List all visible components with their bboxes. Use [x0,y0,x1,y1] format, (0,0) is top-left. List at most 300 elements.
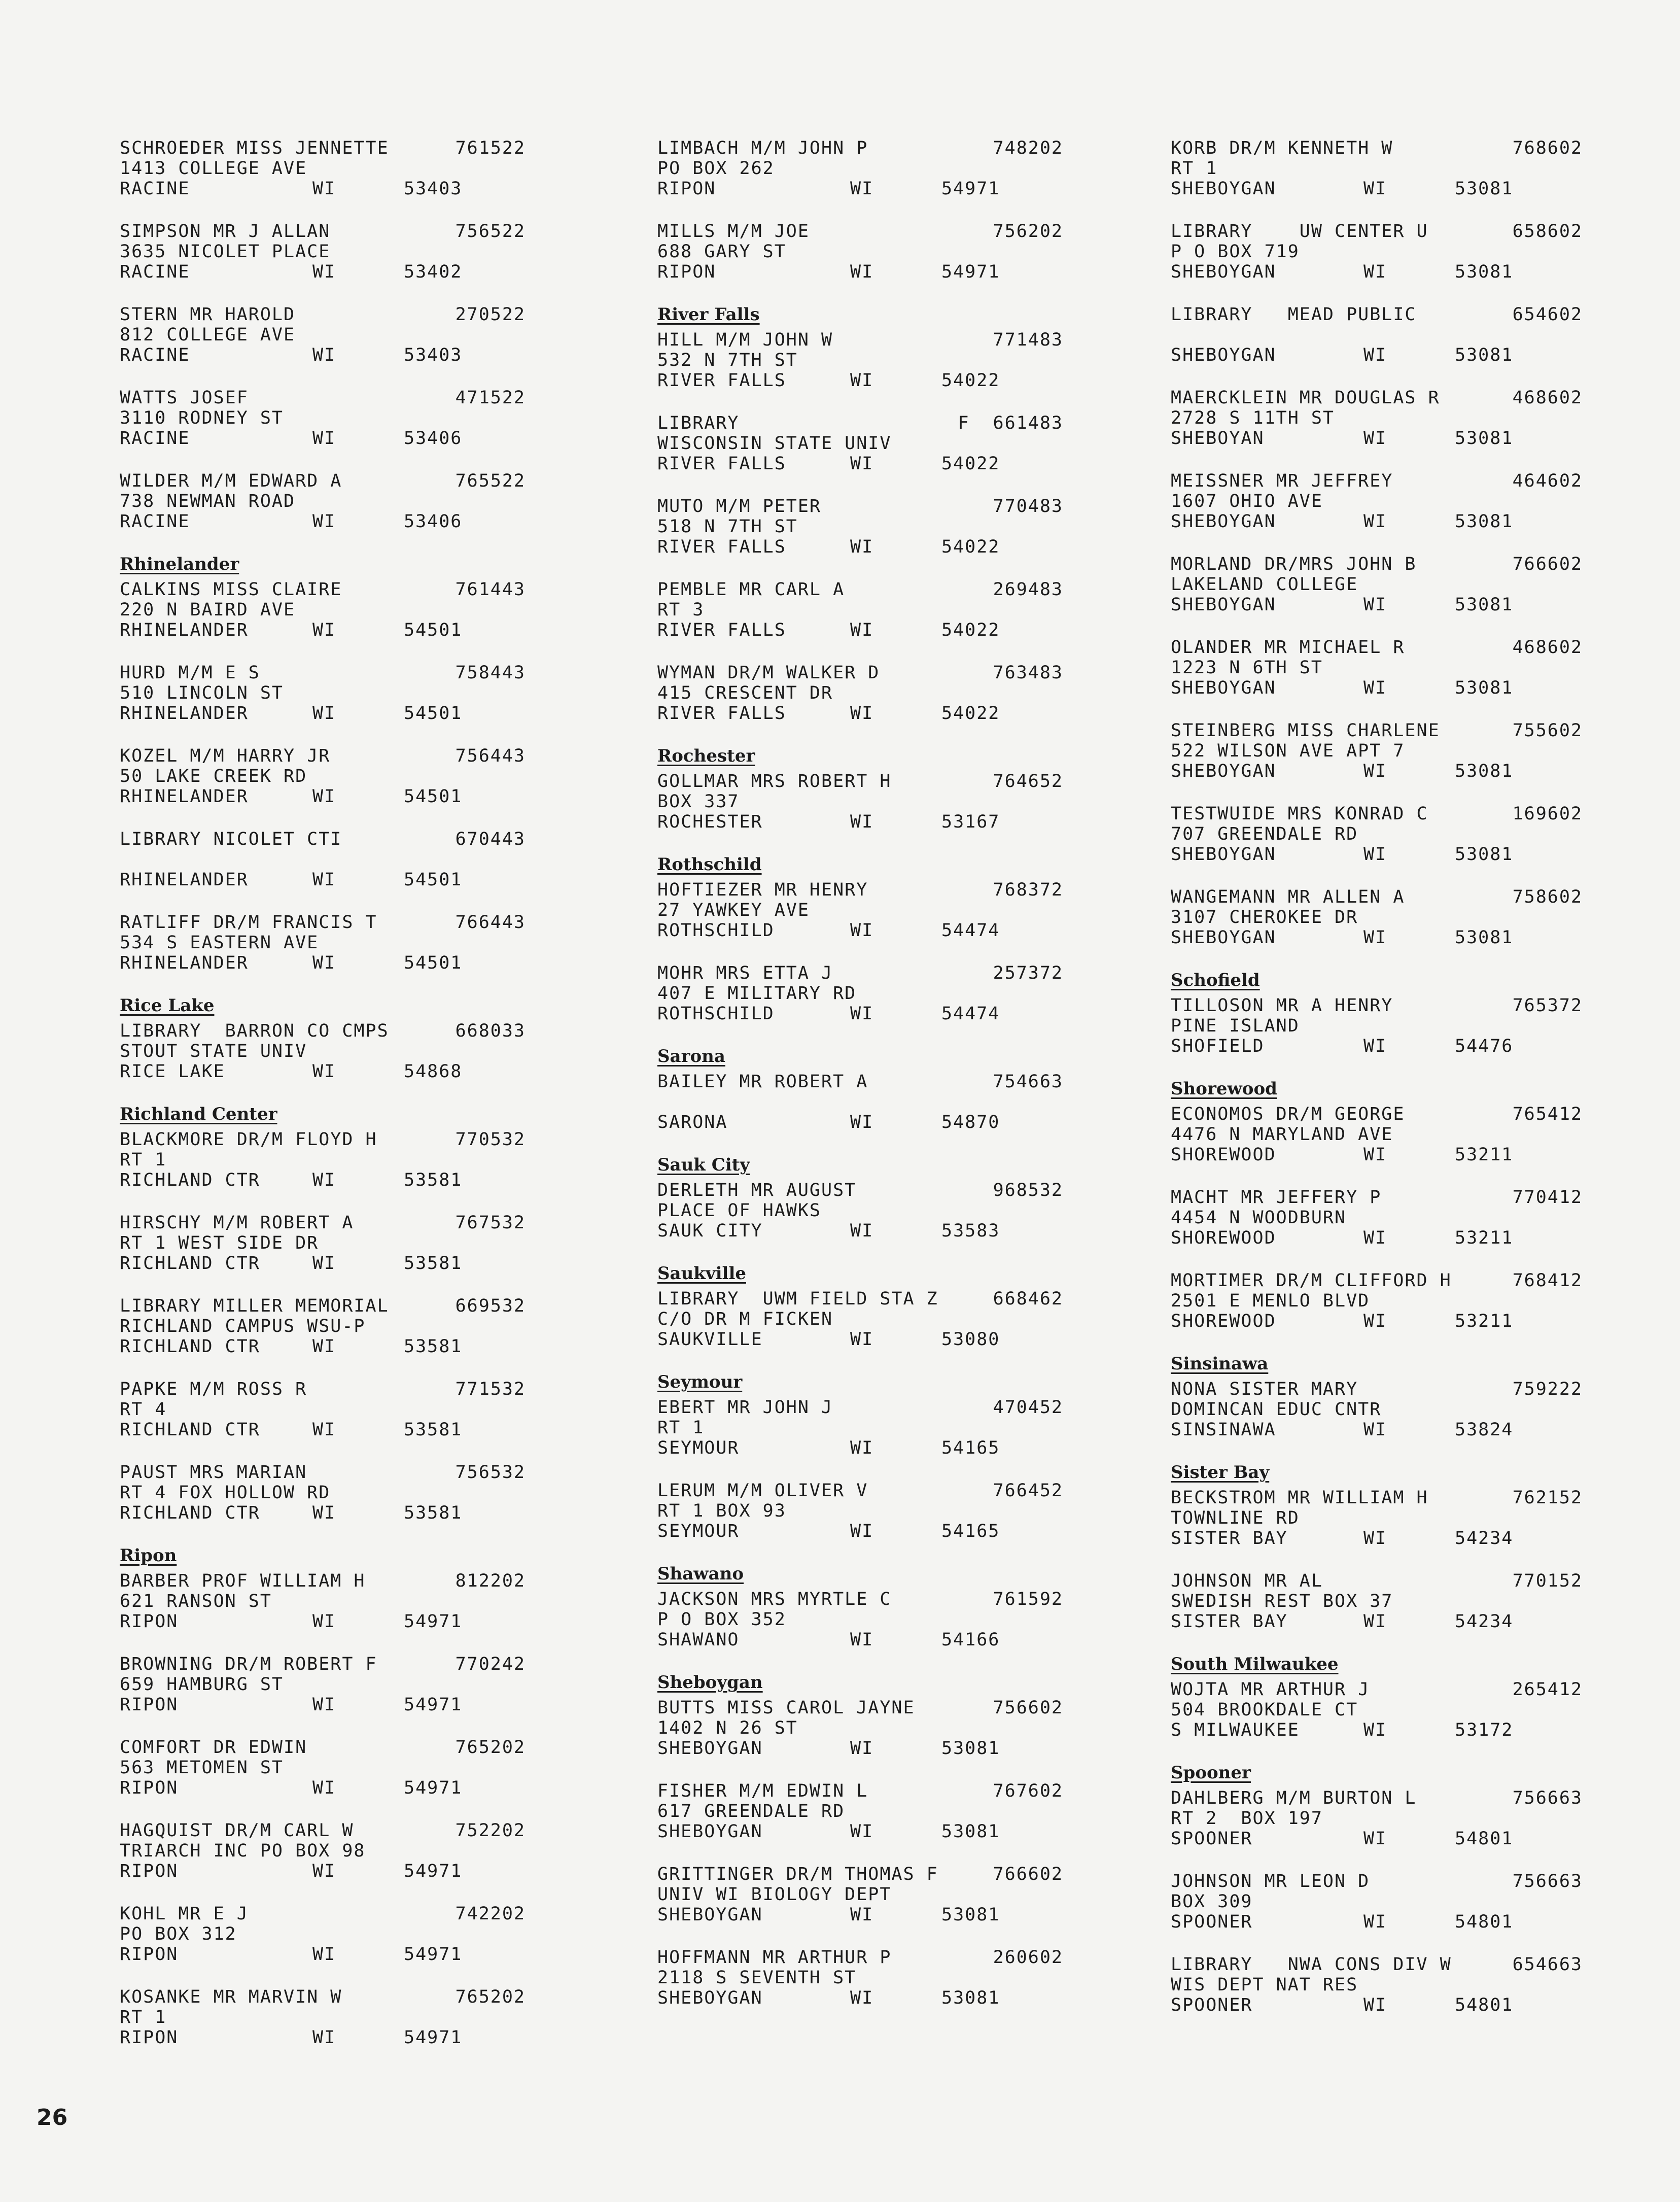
entry-address: 3107 CHEROKEE DR [1171,907,1358,927]
entry-state: WI [850,1329,874,1350]
directory-entry [1171,388,1583,449]
entry-city: SINSINAWA [1171,1420,1276,1440]
entry-zip: 53581 [404,1253,463,1274]
entry-state: WI [850,1821,874,1842]
directory-entry [657,963,1063,1024]
entry-city: RIPON [120,1861,179,1881]
entry-name: LIBRARY NICOLET CTI [120,829,342,849]
entry-state: WI [312,428,336,449]
entry-state: WI [312,953,336,973]
directory-entry [1171,720,1583,781]
entry-city: RICE LAKE [120,1061,225,1082]
entry-zip: 54165 [941,1438,1000,1458]
directory-entry [120,1462,526,1523]
entry-code: 764652 [993,771,1063,792]
directory-entry [657,221,1063,282]
entry-city: RIVER FALLS [657,537,786,557]
entry-name: HOFTIEZER MR HENRY [657,880,868,900]
entry-code: 756602 [993,1698,1063,1718]
entry-address: 532 N 7TH ST [657,350,798,370]
entry-state: WI [1363,428,1387,449]
entry-name: HIRSCHY M/M ROBERT A [120,1213,354,1233]
entry-city: RHINELANDER [120,703,249,724]
directory-entry [120,1296,526,1357]
entry-zip: 54971 [404,1778,463,1798]
entry-zip: 53167 [941,812,1000,832]
entry-name: WOJTA MR ARTHUR J [1171,1679,1370,1700]
entry-code: 265412 [1512,1679,1583,1700]
entry-state: WI [850,1521,874,1541]
entry-zip: 53211 [1455,1311,1514,1331]
entry-name: HILL M/M JOHN W [657,330,833,350]
entry-zip: 53581 [404,1336,463,1357]
entry-zip: 53081 [1455,761,1514,781]
entry-code: 257372 [993,963,1063,983]
entry-city: SHEBOYGAN [1171,345,1276,365]
entry-address: RT 1 [657,1418,705,1438]
entry-name: FISHER M/M EDWIN L [657,1781,868,1801]
city-heading: Sheboygan [657,1672,763,1693]
entry-code: 771532 [455,1379,526,1399]
entry-address: WISCONSIN STATE UNIV [657,433,892,454]
entry-city: RACINE [120,179,190,199]
entry-zip: 54474 [941,920,1000,941]
entry-address: STOUT STATE UNIV [120,1041,307,1061]
entry-state: WI [850,1221,874,1241]
entry-zip: 53081 [1455,927,1514,948]
entry-name: MILLS M/M JOE [657,221,810,242]
entry-city: ROTHSCHILD [657,920,775,941]
entry-state: WI [1363,1995,1387,2015]
entry-code: 766602 [993,1864,1063,1884]
entry-city: RIVER FALLS [657,620,786,640]
entry-state: WI [312,1611,336,1632]
entry-city: SPOONER [1171,1912,1253,1932]
entry-code: 468602 [1512,637,1583,658]
entry-name: BARBER PROF WILLIAM H [120,1571,366,1591]
entry-name: SCHROEDER MISS JENNETTE [120,138,389,158]
entry-name: EBERT MR JOHN J [657,1397,833,1418]
entry-address: 510 LINCOLN ST [120,683,284,703]
entry-state: WI [1363,1720,1387,1740]
directory-entry [120,1213,526,1274]
entry-zip: 54022 [941,620,1000,640]
entry-code: 756532 [455,1462,526,1483]
entry-state: WI [850,262,874,282]
entry-code: 668462 [993,1289,1063,1309]
entry-name: BROWNING DR/M ROBERT F [120,1654,377,1674]
entry-city: SHEBOYGAN [657,1988,763,2008]
entry-address: 2728 S 11TH ST [1171,408,1335,428]
directory-entry [1171,1488,1583,1549]
entry-address: 1402 N 26 ST [657,1718,798,1738]
entry-address: RT 3 [657,600,705,620]
directory-entry [1171,1104,1583,1165]
entry-address: SWEDISH REST BOX 37 [1171,1591,1393,1611]
city-heading: Seymour [657,1372,743,1392]
entry-city: RICHLAND CTR [120,1336,260,1357]
entry-zip: 54501 [404,786,463,807]
entry-zip: 54165 [941,1521,1000,1541]
city-heading: South Milwaukee [1171,1654,1339,1674]
directory-entry [657,1072,1063,1132]
entry-state: WI [1363,595,1387,615]
entry-address: RICHLAND CAMPUS WSU-P [120,1316,366,1336]
directory-entry [1171,1954,1583,2015]
entry-city: RHINELANDER [120,870,249,890]
entry-name: BECKSTROM MR WILLIAM H [1171,1488,1428,1508]
entry-zip: 54234 [1455,1611,1514,1632]
entry-address: RT 1 [120,2007,167,2027]
entry-address: DOMINCAN EDUC CNTR [1171,1399,1382,1420]
entry-state: WI [312,1420,336,1440]
city-heading: Sister Bay [1171,1462,1270,1483]
entry-name: MORTIMER DR/M CLIFFORD H [1171,1270,1452,1291]
entry-zip: 54971 [404,1611,463,1632]
entry-name: BAILEY MR ROBERT A [657,1072,868,1092]
entry-city: SHEBOYGAN [1171,262,1276,282]
entry-zip: 54971 [404,1944,463,1965]
entry-city: SHEBOYGAN [657,1821,763,1842]
entry-address: 3635 NICOLET PLACE [120,242,331,262]
entry-zip: 53211 [1455,1145,1514,1165]
entry-address: BOX 309 [1171,1891,1253,1912]
entry-address: 738 NEWMAN ROAD [120,491,296,511]
entry-code: 758443 [455,663,526,683]
entry-state: WI [1363,927,1387,948]
entry-name: GOLLMAR MRS ROBERT H [657,771,892,792]
entry-address: TOWNLINE RD [1171,1508,1300,1528]
entry-address: 812 COLLEGE AVE [120,325,296,345]
entry-zip: 53081 [1455,595,1514,615]
entry-code: 756663 [1512,1788,1583,1808]
entry-city: SISTER BAY [1171,1528,1288,1549]
directory-entry [120,579,526,640]
entry-name: LIBRARY MILLER MEMORIAL [120,1296,389,1316]
entry-state: WI [312,786,336,807]
entry-state: WI [312,179,336,199]
entry-name: HOFFMANN MR ARTHUR P [657,1947,892,1968]
entry-code: 260602 [993,1947,1063,1968]
entry-zip: 54971 [941,179,1000,199]
directory-entry [120,304,526,365]
entry-city: RHINELANDER [120,620,249,640]
entry-name: SIMPSON MR J ALLAN [120,221,331,242]
entry-address: 2501 E MENLO BLVD [1171,1291,1370,1311]
entry-code: 766602 [1512,554,1583,574]
city-heading: Sinsinawa [1171,1354,1269,1374]
entry-address: 3110 RODNEY ST [120,408,284,428]
entry-code: 765522 [455,471,526,491]
entry-zip: 53081 [941,1821,1000,1842]
entry-code: 756522 [455,221,526,242]
entry-state: WI [1363,844,1387,865]
directory-entry [657,1698,1063,1759]
city-heading: Spooner [1171,1763,1251,1783]
directory-entry [120,388,526,449]
entry-address: 2118 S SEVENTH ST [657,1968,857,1988]
directory-entry [1171,995,1583,1056]
entry-address: WIS DEPT NAT RES [1171,1975,1358,1995]
directory-entry [120,912,526,973]
directory-entry [120,138,526,199]
entry-code: 765412 [1512,1104,1583,1124]
directory-entry [657,496,1063,557]
entry-city: RHINELANDER [120,786,249,807]
directory-entry [1171,887,1583,948]
entry-address: 407 E MILITARY RD [657,983,857,1004]
entry-name: JOHNSON MR LEON D [1171,1871,1370,1891]
entry-city: S MILWAUKEE [1171,1720,1300,1740]
entry-zip: 53406 [404,428,463,449]
entry-city: RACINE [120,428,190,449]
directory-entry [120,1820,526,1881]
entry-zip: 53403 [404,179,463,199]
entry-state: WI [1363,678,1387,698]
entry-name: WILDER M/M EDWARD A [120,471,342,491]
entry-name: TILLOSON MR A HENRY [1171,995,1393,1016]
entry-city: SEYMOUR [657,1521,740,1541]
entry-zip: 53081 [941,1738,1000,1759]
entry-code: 761443 [455,579,526,600]
city-heading: Rhinelander [120,554,239,574]
directory-entry [1171,1571,1583,1632]
entry-city: SHEBOYGAN [1171,511,1276,532]
entry-city: ROCHESTER [657,812,763,832]
entry-name: LIBRARY NWA CONS DIV W [1171,1954,1452,1975]
directory-entry [1171,1187,1583,1248]
entry-code: 742202 [455,1904,526,1924]
entry-state: WI [1363,1611,1387,1632]
entry-state: WI [850,1112,874,1132]
entry-code: 756443 [455,746,526,766]
entry-city: RACINE [120,262,190,282]
entry-name: RATLIFF DR/M FRANCIS T [120,912,377,933]
entry-code: 754663 [993,1072,1063,1092]
entry-zip: 54801 [1455,1829,1514,1849]
directory-entry [657,1589,1063,1650]
entry-address: 518 N 7TH ST [657,517,798,537]
entry-state: WI [1363,262,1387,282]
entry-code: 768412 [1512,1270,1583,1291]
entry-zip: 54166 [941,1630,1000,1650]
entry-zip: 53172 [1455,1720,1514,1740]
directory-entry [1171,637,1583,698]
entry-city: RIPON [120,1778,179,1798]
entry-address: PLACE OF HAWKS [657,1200,822,1221]
entry-name: STERN MR HAROLD [120,304,296,325]
entry-zip: 54501 [404,953,463,973]
city-heading: Sauk City [657,1155,750,1175]
entry-name: GRITTINGER DR/M THOMAS F [657,1864,938,1884]
entry-code: 770532 [455,1129,526,1150]
entry-name: HAGQUIST DR/M CARL W [120,1820,354,1841]
entry-city: RIPON [657,262,716,282]
entry-address: 504 BROOKDALE CT [1171,1700,1358,1720]
entry-city: SHEBOYGAN [1171,678,1276,698]
entry-state: WI [312,1061,336,1082]
entry-address: 617 GREENDALE RD [657,1801,845,1821]
entry-state: WI [312,262,336,282]
directory-entry [120,1571,526,1632]
directory-entry [1171,471,1583,532]
entry-zip: 53081 [1455,511,1514,532]
entry-name: PAUST MRS MARIAN [120,1462,307,1483]
directory-entry [657,1289,1063,1350]
entry-address: 1607 OHIO AVE [1171,491,1323,511]
directory-entry [1171,1788,1583,1849]
entry-address: 707 GREENDALE RD [1171,824,1358,844]
entry-city: SAUK CITY [657,1221,763,1241]
entry-city: SHEBOYGAN [1171,595,1276,615]
city-heading: Rothschild [657,854,762,875]
entry-code: 771483 [993,330,1063,350]
entry-name: KOZEL M/M HARRY JR [120,746,331,766]
entry-state: WI [850,1004,874,1024]
entry-code: 812202 [455,1571,526,1591]
entry-name: MACHT MR JEFFERY P [1171,1187,1382,1208]
entry-city: RICHLAND CTR [120,1420,260,1440]
entry-state: WI [1363,1528,1387,1549]
entry-code: 759222 [1512,1379,1583,1399]
directory-entry [1171,304,1583,365]
entry-city: RACINE [120,345,190,365]
entry-name: MORLAND DR/MRS JOHN B [1171,554,1417,574]
entry-code: 668033 [455,1021,526,1041]
entry-address: LAKELAND COLLEGE [1171,574,1358,595]
entry-name: ECONOMOS DR/M GEORGE [1171,1104,1405,1124]
entry-address: C/O DR M FICKEN [657,1309,833,1329]
city-heading: Rochester [657,746,755,766]
entry-name: DAHLBERG M/M BURTON L [1171,1788,1417,1808]
entry-city: RIPON [120,1944,179,1965]
directory-column-3 [1171,138,1583,2038]
entry-state: WI [1363,1420,1387,1440]
directory-entry [120,663,526,724]
directory-entry [657,880,1063,941]
city-heading: River Falls [657,304,760,325]
entry-state: WI [850,812,874,832]
entry-address: 1223 N 6TH ST [1171,658,1323,678]
entry-zip: 54801 [1455,1912,1514,1932]
entry-city: SHEBOYGAN [1171,761,1276,781]
directory-entry [1171,554,1583,615]
city-heading: Schofield [1171,970,1260,990]
entry-name: KORB DR/M KENNETH W [1171,138,1393,158]
entry-city: ROTHSCHILD [657,1004,775,1024]
entry-state: WI [312,1503,336,1523]
directory-entry [120,1904,526,1965]
entry-zip: 53583 [941,1221,1000,1241]
directory-entry [657,579,1063,640]
entry-code: 770242 [455,1654,526,1674]
entry-state: WI [312,1170,336,1190]
entry-code: 762152 [1512,1488,1583,1508]
entry-name: LIBRARY MEAD PUBLIC [1171,304,1417,325]
entry-code: 770152 [1512,1571,1583,1591]
entry-code: 767532 [455,1213,526,1233]
directory-entry [1171,138,1583,199]
entry-name: KOHL MR E J [120,1904,249,1924]
entry-code: 669532 [455,1296,526,1316]
entry-state: WI [1363,179,1387,199]
city-heading: Shorewood [1171,1079,1277,1099]
entry-code: F 661483 [958,413,1063,433]
entry-state: WI [850,1738,874,1759]
entry-city: RACINE [120,511,190,532]
entry-address: RT 1 [120,1150,167,1170]
entry-address: 522 WILSON AVE APT 7 [1171,741,1405,761]
entry-code: 763483 [993,663,1063,683]
entry-zip: 53581 [404,1503,463,1523]
entry-name: HURD M/M E S [120,663,260,683]
entry-name: WATTS JOSEF [120,388,249,408]
entry-city: RIPON [120,1611,179,1632]
entry-code: 968532 [993,1180,1063,1200]
page-number: 26 [37,2105,68,2130]
entry-zip: 54971 [941,262,1000,282]
entry-name: LERUM M/M OLIVER V [657,1481,868,1501]
entry-address: 220 N BAIRD AVE [120,600,296,620]
entry-city: SHOFIELD [1171,1036,1265,1056]
entry-address: 659 HAMBURG ST [120,1674,284,1695]
entry-code: 770412 [1512,1187,1583,1208]
entry-address: 534 S EASTERN AVE [120,933,319,953]
entry-code: 654602 [1512,304,1583,325]
entry-city: RIPON [120,2027,179,2048]
city-heading: Rice Lake [120,995,215,1016]
entry-zip: 53406 [404,511,463,532]
directory-entry [1171,1679,1583,1740]
entry-address: UNIV WI BIOLOGY DEPT [657,1884,892,1905]
entry-address [657,1092,1063,1112]
entry-city: SHEBOYGAN [1171,927,1276,948]
city-heading: Ripon [120,1545,177,1566]
entry-code: 765202 [455,1737,526,1758]
entry-code: 766452 [993,1481,1063,1501]
entry-state: WI [312,1253,336,1274]
entry-state: WI [312,1944,336,1965]
entry-code: 765372 [1512,995,1583,1016]
entry-code: 470452 [993,1397,1063,1418]
directory-entry [1171,1379,1583,1440]
entry-zip: 53081 [1455,844,1514,865]
entry-city: RIVER FALLS [657,703,786,724]
entry-name: MEISSNER MR JEFFREY [1171,471,1393,491]
entry-address: 621 RANSON ST [120,1591,272,1611]
entry-city: SHAWANO [657,1630,740,1650]
entry-city: SAUKVILLE [657,1329,763,1350]
entry-address: RT 1 [1171,158,1218,179]
entry-zip: 54022 [941,454,1000,474]
entry-city: SHEBOYAN [1171,428,1265,449]
directory-entry [120,829,526,890]
entry-name: PAPKE M/M ROSS R [120,1379,307,1399]
entry-address: RT 1 BOX 93 [657,1501,786,1521]
entry-zip: 54971 [404,2027,463,2048]
entry-name: LIBRARY [657,413,740,433]
entry-zip: 53081 [1455,179,1514,199]
entry-name: NONA SISTER MARY [1171,1379,1358,1399]
entry-city: RIVER FALLS [657,370,786,391]
entry-address: P O BOX 352 [657,1609,786,1630]
entry-address: RT 4 FOX HOLLOW RD [120,1483,331,1503]
entry-city: SEYMOUR [657,1438,740,1458]
entry-name: MOHR MRS ETTA J [657,963,833,983]
directory-entry [1171,221,1583,282]
entry-state: WI [1363,1228,1387,1248]
entry-zip: 53081 [941,1988,1000,2008]
